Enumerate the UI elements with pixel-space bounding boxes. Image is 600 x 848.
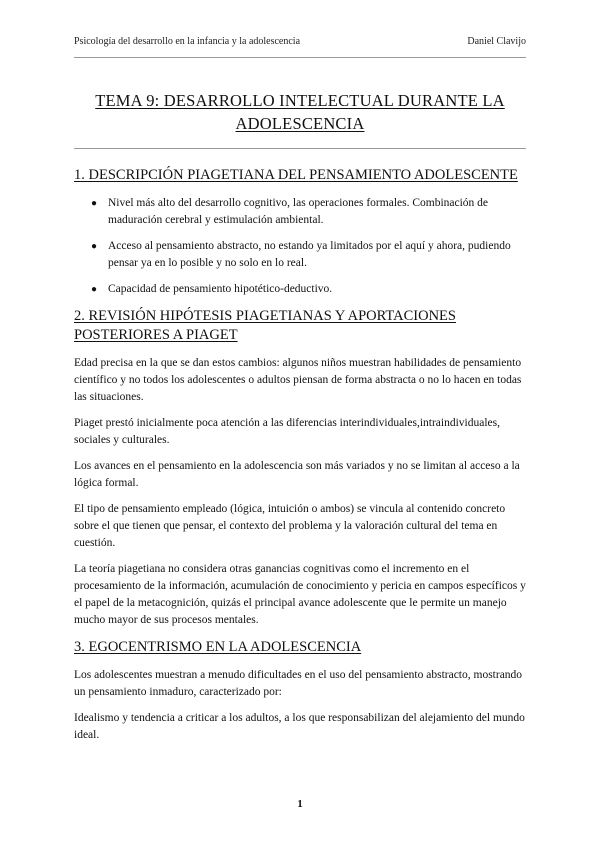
- section-1-heading: 1. DESCRIPCIÓN PIAGETIANA DEL PENSAMIENTO ADOLESCENTE: [74, 167, 518, 183]
- bullet-icon: ●: [91, 198, 98, 209]
- document-title: TEMA 9: DESARROLLO INTELECTUAL DURANTE LA ADOLESCENCIA: [95, 91, 505, 133]
- section-3-heading: 3. EGOCENTRISMO EN LA ADOLESCENCIA: [74, 639, 362, 655]
- list-item-text: Acceso al pensamiento abstracto, no estando ya limitados por el aquí y ahora, pudiendo pensar ya en lo posible y no solo en lo real.: [108, 240, 511, 269]
- paragraph: Piaget prestó inicialmente poca atención a las diferencias interindividuales,intraindividuales, sociales y culturales.: [74, 417, 500, 446]
- page-number: 1: [297, 798, 303, 810]
- list-item-text: Capacidad de pensamiento hipotético-deductivo.: [108, 283, 333, 295]
- header-course-title: Psicología del desarrollo en la infancia y la adolescencia: [74, 36, 301, 47]
- list-item: [91, 238, 526, 272]
- paragraph: Edad precisa en la que se dan estos cambios: algunos niños muestran habilidades de pensamiento científico y no todos los adolescentes o adultos piensan de forma abstracta o no lo hacen en todas las situaciones.: [74, 357, 522, 403]
- paragraph: La teoría piagetiana no considera otras ganancias cognitivas como el incremento en el procesamiento de la información, acumulación de conocimiento y pericia en campos específicos y el papel de la metacognición, quizás el principal avance adolescente que le permite un manejo mucho mayor de sus procesos mentales.: [74, 563, 526, 626]
- paragraph: El tipo de pensamiento empleado (lógica, intuición o ambos) se vincula al contenido concreto sobre el que tienen que pensar, el contexto del problema y la valoración cultural del tema en cuestión.: [74, 503, 506, 549]
- section-2-heading: 2. REVISIÓN HIPÓTESIS PIAGETIANAS Y APORTACIONES POSTERIORES A PIAGET: [74, 308, 456, 343]
- paragraph: Idealismo y tendencia a criticar a los adultos, a los que responsabilizan del alejamiento del mundo ideal.: [74, 712, 525, 741]
- list-item-text: Nivel más alto del desarrollo cognitivo, las operaciones formales. Combinación de maduración cerebral y estimulación ambiental.: [108, 197, 489, 226]
- list-item: [91, 195, 526, 229]
- header-author: Daniel Clavijo: [467, 36, 526, 47]
- list-item: [91, 281, 526, 298]
- section-1-bullet-list: [74, 195, 526, 298]
- paragraph: Los avances en el pensamiento en la adolescencia son más variados y no se limitan al acceso a la lógica formal.: [74, 460, 520, 489]
- document-body: [74, 166, 526, 753]
- paragraph: Los adolescentes muestran a menudo dificultades en el uso del pensamiento abstracto, mostrando un pensamiento inmaduro, caracterizado por:: [74, 669, 523, 698]
- header-divider: [74, 57, 526, 58]
- page-header: [74, 36, 526, 47]
- bullet-icon: ●: [91, 241, 98, 252]
- bullet-icon: ●: [91, 284, 98, 295]
- title-divider: [74, 148, 526, 149]
